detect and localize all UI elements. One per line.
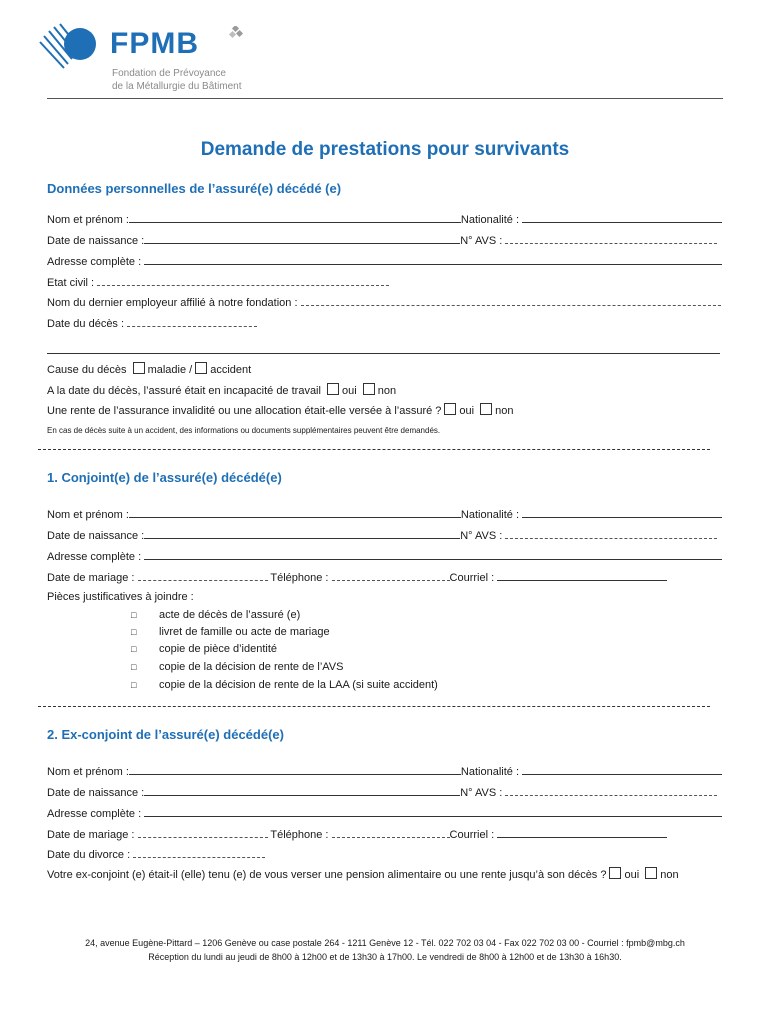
doc-item bbox=[131, 625, 330, 639]
section-heading-personal: Données personnelles de l’assuré(e) décédé (e) bbox=[47, 181, 342, 196]
fpmb-logo-mark bbox=[38, 22, 108, 72]
cause-illness-checkbox[interactable] bbox=[133, 362, 145, 374]
row-ex-address bbox=[47, 805, 722, 819]
avs-field[interactable] bbox=[505, 232, 717, 244]
cause-accident-label: accident bbox=[210, 364, 252, 376]
footer-address: 24, avenue Eugène-Pittard – 1206 Genève ou case postale 264 - 1211 Genève 12 - Tél. 022 702 03 04 - Fax 022 702 03 00 - Courriel : fpmb@mbg.ch bbox=[85, 938, 685, 948]
incapacity-question: A la date du décès, l’assuré était en incapacité de travail bbox=[47, 385, 321, 397]
ex-birth-label: Date de naissance : bbox=[47, 787, 145, 799]
spouse-avs-label: N° AVS : bbox=[460, 530, 503, 542]
doc-item bbox=[131, 660, 343, 674]
row-ex-birth bbox=[47, 784, 717, 798]
spouse-birth-field[interactable] bbox=[144, 527, 460, 539]
employer-field[interactable] bbox=[301, 294, 721, 306]
doc-item-label: copie de la décision de rente de l’AVS bbox=[159, 661, 344, 673]
pension-no-label: non bbox=[495, 405, 514, 417]
avs-label: N° AVS : bbox=[460, 235, 503, 247]
spouse-phone-field[interactable] bbox=[332, 569, 450, 581]
section-heading-ex-spouse: 2. Ex-conjoint de l’assuré(e) décédé(e) bbox=[47, 727, 284, 742]
doc-item-label: acte de décès de l’assuré (e) bbox=[159, 609, 301, 621]
ex-nationality-field[interactable] bbox=[522, 763, 722, 775]
accident-note: En cas de décès suite à un accident, des informations ou documents supplémentaires peuvent être demandés. bbox=[47, 426, 441, 435]
civil-field[interactable] bbox=[97, 274, 389, 286]
pension-question: Une rente de l’assurance invalidité ou une allocation était-elle versée à l’assuré ? bbox=[47, 405, 442, 417]
divider bbox=[47, 353, 720, 354]
ex-avs-field[interactable] bbox=[505, 784, 717, 796]
ex-phone-label: Téléphone : bbox=[270, 829, 329, 841]
checkbox-bullet-icon[interactable]: □ bbox=[131, 627, 137, 637]
incapacity-yes-checkbox[interactable] bbox=[327, 383, 339, 395]
ex-email-field[interactable] bbox=[497, 826, 667, 838]
death-date-label: Date du décès : bbox=[47, 318, 125, 330]
ex-address-label: Adresse complète : bbox=[47, 808, 142, 820]
row-name bbox=[47, 211, 722, 225]
row-ex-name bbox=[47, 763, 722, 777]
row-cause bbox=[47, 362, 251, 376]
ex-divorce-field[interactable] bbox=[133, 846, 265, 858]
spouse-marriage-label: Date de mariage : bbox=[47, 572, 135, 584]
row-address bbox=[47, 253, 722, 267]
alimony-yes-label: oui bbox=[624, 869, 640, 881]
doc-item-label: livret de famille ou acte de mariage bbox=[159, 626, 330, 638]
ex-marriage-label: Date de mariage : bbox=[47, 829, 135, 841]
spouse-marriage-field[interactable] bbox=[138, 569, 268, 581]
pension-yes-label: oui bbox=[459, 405, 475, 417]
birth-label: Date de naissance : bbox=[47, 235, 145, 247]
spouse-name-field[interactable] bbox=[129, 506, 461, 518]
section-heading-spouse: 1. Conjoint(e) de l’assuré(e) décédé(e) bbox=[47, 470, 282, 485]
pension-yes-checkbox[interactable] bbox=[444, 403, 456, 415]
pension-no-checkbox[interactable] bbox=[480, 403, 492, 415]
row-spouse-birth bbox=[47, 527, 717, 541]
header-divider bbox=[47, 98, 723, 99]
subtitle-line-1: Fondation de Prévoyance bbox=[112, 68, 226, 79]
checkbox-bullet-icon[interactable]: □ bbox=[131, 610, 137, 620]
spouse-phone-label: Téléphone : bbox=[270, 572, 329, 584]
checkbox-bullet-icon[interactable]: □ bbox=[131, 662, 137, 672]
row-spouse-name bbox=[47, 506, 722, 520]
row-ex-marriage bbox=[47, 826, 667, 840]
name-label: Nom et prénom : bbox=[47, 214, 129, 226]
spouse-email-field[interactable] bbox=[497, 569, 667, 581]
row-birth bbox=[47, 232, 717, 246]
logo-subtitle bbox=[112, 67, 242, 93]
row-ex-alimony bbox=[47, 867, 679, 881]
logo-text: FPMB bbox=[110, 27, 199, 60]
alimony-no-label: non bbox=[660, 869, 679, 881]
spouse-nationality-field[interactable] bbox=[522, 506, 722, 518]
doc-item bbox=[131, 608, 300, 622]
ex-birth-field[interactable] bbox=[144, 784, 460, 796]
doc-item-label: copie de pièce d’identité bbox=[159, 643, 278, 655]
birth-field[interactable] bbox=[144, 232, 460, 244]
spouse-birth-label: Date de naissance : bbox=[47, 530, 145, 542]
employer-label: Nom du dernier employeur affilié à notre fondation : bbox=[47, 297, 298, 309]
ex-address-field[interactable] bbox=[144, 805, 722, 817]
divider bbox=[38, 706, 710, 707]
nationality-label: Nationalité : bbox=[460, 214, 520, 226]
ex-avs-label: N° AVS : bbox=[460, 787, 503, 799]
doc-item bbox=[131, 678, 438, 692]
spouse-address-field[interactable] bbox=[144, 548, 722, 560]
alimony-question: Votre ex-conjoint (e) était-il (elle) tenu (e) de vous verser une pension alimentaire ou une rente jusqu’à son décès ? bbox=[47, 869, 607, 881]
row-spouse-marriage bbox=[47, 569, 667, 583]
civil-label: Etat civil : bbox=[47, 277, 95, 289]
incapacity-yes-label: oui bbox=[342, 385, 357, 397]
ex-email-label: Courriel : bbox=[449, 829, 495, 841]
row-death-date bbox=[47, 315, 257, 329]
row-employer bbox=[47, 294, 721, 308]
row-civil bbox=[47, 274, 389, 288]
ex-divorce-label: Date du divorce : bbox=[47, 849, 131, 861]
address-label: Adresse complète : bbox=[47, 256, 142, 268]
page-title: Demande de prestations pour survivants bbox=[200, 139, 570, 160]
nationality-field[interactable] bbox=[522, 211, 722, 223]
footer-hours: Réception du lundi au jeudi de 8h00 à 12h00 et de 13h30 à 17h00. Le vendredi de 8h00 à 12h00 et de 13h30 à 16h30. bbox=[148, 952, 622, 962]
spouse-address-label: Adresse complète : bbox=[47, 551, 142, 563]
row-incapacity bbox=[47, 383, 396, 397]
address-field[interactable] bbox=[144, 253, 722, 265]
incapacity-no-label: non bbox=[377, 385, 397, 397]
doc-item bbox=[131, 642, 277, 656]
ex-name-field[interactable] bbox=[129, 763, 461, 775]
divider bbox=[38, 449, 710, 450]
row-spouse-address bbox=[47, 548, 722, 562]
cause-label: Cause du décès bbox=[47, 364, 127, 376]
spouse-avs-field[interactable] bbox=[505, 527, 717, 539]
row-ex-divorce bbox=[47, 846, 265, 860]
incapacity-no-checkbox[interactable] bbox=[363, 383, 375, 395]
docs-label: Pièces justificatives à joindre : bbox=[47, 591, 194, 603]
alimony-yes-checkbox[interactable] bbox=[609, 867, 621, 879]
ex-phone-field[interactable] bbox=[332, 826, 450, 838]
spouse-name-label: Nom et prénom : bbox=[47, 509, 129, 521]
row-pension bbox=[47, 403, 514, 417]
checkbox-bullet-icon[interactable]: □ bbox=[131, 680, 137, 690]
spouse-nationality-label: Nationalité : bbox=[460, 509, 520, 521]
ex-name-label: Nom et prénom : bbox=[47, 766, 129, 778]
logo-diamond-icon bbox=[228, 26, 244, 42]
ex-marriage-field[interactable] bbox=[138, 826, 268, 838]
doc-item-label: copie de la décision de rente de la LAA (si suite accident) bbox=[159, 679, 438, 691]
subtitle-line-2: de la Métallurgie du Bâtiment bbox=[112, 81, 242, 92]
death-date-field[interactable] bbox=[127, 315, 257, 327]
alimony-no-checkbox[interactable] bbox=[645, 867, 657, 879]
name-field[interactable] bbox=[129, 211, 461, 223]
ex-nationality-label: Nationalité : bbox=[460, 766, 520, 778]
cause-illness-label: maladie / bbox=[147, 364, 193, 376]
cause-accident-checkbox[interactable] bbox=[195, 362, 207, 374]
spouse-email-label: Courriel : bbox=[449, 572, 495, 584]
checkbox-bullet-icon[interactable]: □ bbox=[131, 644, 137, 654]
